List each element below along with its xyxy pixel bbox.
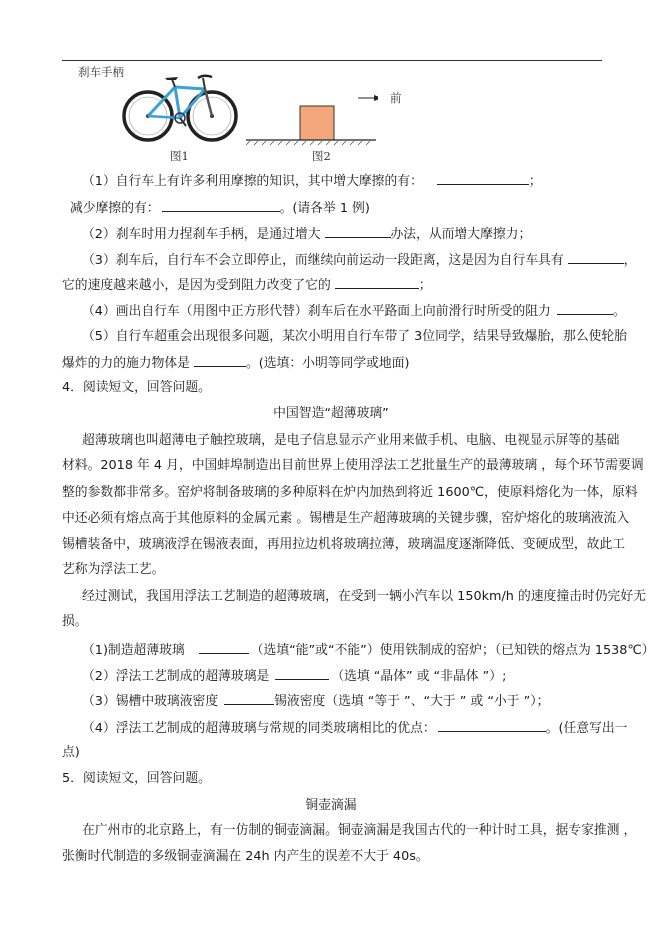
q4-paragraph-line: 超薄玻璃也叫超薄电子触控玻璃，是电子信息显示产业用来做手机、电脑、电视显示屏等的基础	[82, 433, 620, 448]
q4-sub1-line: （1)制造超薄玻璃 （选填“能”或“不能”）使用铁制成的窑炉；（已知铁的熔点为 1538℃）	[82, 640, 655, 660]
q4-paragraph-line: 经过测试，我国用浮法工艺制造的超薄玻璃，在受到一辆小汽车以 150km/h 的速度撞击时仍完好无	[82, 589, 646, 604]
q4-paragraph-line: 整的参数都非常多。窑炉将制备玻璃的多种原料在炉内加热到将近 1600℃，使原料熔化为一体，原料	[62, 485, 638, 500]
q4-paragraph-line: 材料。2018 年 4 月，中国蚌埠制造出目前世界上使用浮法工艺批量生产的最薄玻璃 ，每个环节需要调	[62, 458, 644, 473]
q4-sub3-line: （3）锡槽中玻璃液密度 锡液密度（选填 “等于 ”、“大于 ” 或 “小于 ”）；	[82, 691, 549, 711]
bicycle-illustration	[120, 70, 242, 144]
answer-blank[interactable]	[224, 691, 274, 705]
q4-sub4-line: （4）浮法工艺制成的超薄玻璃与常规的同类玻璃相比的优点： 。(任意写出一	[82, 718, 627, 738]
answer-blank[interactable]	[335, 275, 419, 289]
q4-paragraph-line: 艺称为浮法工艺。	[62, 562, 165, 577]
q3-part2-line: （2）刹车时用力捏刹车手柄，是通过增大 办法，从而增大摩擦力；	[82, 224, 531, 244]
answer-blank[interactable]	[275, 666, 329, 680]
q4-paragraph-line: 中还必须有熔点高于其他原料的金属元素 。锡槽是生产超薄玻璃的关键步骤，窑炉熔化的玻璃液流入	[62, 511, 630, 526]
front-direction-label: 前	[390, 91, 402, 105]
answer-blank[interactable]	[557, 301, 613, 315]
answer-blank[interactable]	[437, 171, 529, 185]
figure-area	[78, 64, 402, 168]
q4-article-title: 中国智造“超薄玻璃”	[273, 406, 389, 421]
answer-blank[interactable]	[199, 640, 249, 654]
q5-paragraph-line: 张衡时代制造的多级铜壶滴漏在 24h 内产生的误差不大于 40s。	[62, 849, 429, 864]
fig1-caption: 图1	[170, 149, 189, 163]
q4-paragraph-line: 损。	[62, 614, 88, 629]
q3-part5-line2: 爆炸的力的施力物体是 。(选填：小明等同学或地面)	[62, 353, 410, 373]
q3-part4-line: （4）画出自行车（用图中正方形代替）刹车后在水平路面上向前滑行时所受的阻力 。	[82, 301, 626, 321]
q3-part1-line: （1）自行车上有许多利用摩擦的知识，其中增大摩擦的有： ；	[82, 171, 542, 191]
fig2-caption: 图2	[312, 149, 331, 163]
q4-sub4-line2: 点)	[62, 745, 80, 760]
answer-blank[interactable]	[162, 198, 280, 212]
q3-part1-line2: 减少摩擦的有： 。(请各举 1 例)	[70, 198, 370, 218]
answer-blank[interactable]	[568, 250, 624, 264]
header-rule	[62, 60, 602, 61]
q4-paragraph-line: 锡槽装备中，玻璃液浮在锡液表面，再用拉边机将玻璃拉薄，玻璃温度逐渐降低、变硬成型，故此工	[62, 537, 626, 552]
block-on-ground-illustration	[246, 84, 378, 146]
q4-heading: 4．阅读短文，回答问题。	[62, 380, 211, 395]
q5-article-title: 铜壶滴漏	[305, 798, 357, 813]
q3-part3-line2: 它的速度越来越小，是因为受到阻力改变了它的 ；	[62, 275, 432, 295]
answer-blank[interactable]	[438, 718, 546, 732]
q5-heading: 5．阅读短文，回答问题。	[62, 771, 211, 786]
brake-handle-label: 刹车手柄	[78, 65, 124, 79]
q3-part5-line: （5）自行车超重会出现很多问题，某次小明用自行车带了 3位同学，结果导致爆胎，那么使轮胎	[82, 329, 628, 344]
q5-paragraph-line: 在广州市的北京路上，有一仿制的铜壶滴漏。铜壶滴漏是我国古代的一种计时工具，据专家推测 ，	[82, 823, 637, 838]
q4-sub2-line: （2）浮法工艺制成的超薄玻璃是 （选填 “晶体” 或 “非晶体 ”）;	[82, 666, 506, 686]
q3-part3-line: （3）刹车后，自行车不会立即停止，而继续向前运动一段距离，这是因为自行车具有 ，	[82, 250, 636, 270]
answer-blank[interactable]	[194, 353, 246, 367]
answer-blank[interactable]	[325, 224, 391, 238]
